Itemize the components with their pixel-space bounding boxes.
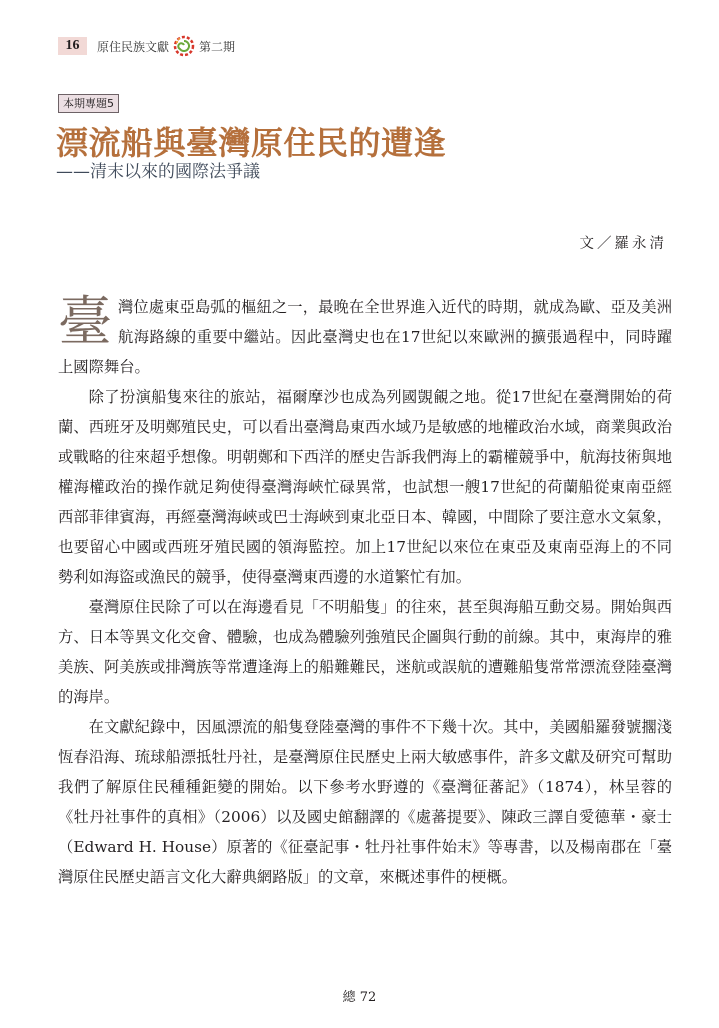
drop-cap: 臺 <box>58 290 112 353</box>
publication-title: 原住民族文獻 <box>97 39 170 54</box>
paragraph-4: 在文獻紀錄中，因風漂流的船隻登陸臺灣的事件不下幾十次。其中，美國船羅發號擱淺恆春沿海、琉球船漂抵牡丹社，是臺灣原住民歷史上兩大敏感事件，許多文獻及研究可幫助我們了解原住民種種鉅變的開始。以下參考水野遵的《臺灣征蕃記》（1874），林呈蓉的《牡丹社事件的真相》（2006）以及國史館翻譯的《處蕃提要》、陳政三譯自愛德華・豪士（Edward H. House）原著的《征臺記事・牡丹社事件始末》等專書，以及楊南郡在「臺灣原住民歷史語言文化大辭典網路版」的文章，來概述事件的梗概。 <box>58 718 672 886</box>
section-tag: 本期專題5 <box>58 94 119 113</box>
article-body <box>58 292 672 892</box>
footer-page-number: 總 72 <box>342 990 377 1005</box>
paragraph-2: 除了扮演船隻來往的旅站，福爾摩沙也成為列國覬覦之地。從17世紀在臺灣開始的荷蘭、西班牙及明鄭殖民史，可以看出臺灣島東西水域乃是敏感的地權政治水域，商業與政治或戰略的往來超乎想像。明朝鄭和下西洋的歷史告訴我們海上的霸權競爭中，航海技術與地權海權政治的操作就足夠使得臺灣海峽忙碌異常，也試想一艘17世紀的荷蘭船從東南亞經西部菲律賓海，再經臺灣海峽或巴士海峽到東北亞日本、韓國，中間除了要注意水文氣象，也要留心中國或西班牙殖民國的領海監控。加上17世紀以來位在東亞及東南亞海上的不同勢利如海盜或漁民的競爭，使得臺灣東西邊的水道繁忙有加。 <box>58 388 672 586</box>
paragraph-1-text: 灣位處東亞島弧的樞紐之一，最晚在全世界進入近代的時期，就成為歐、亞及美洲航海路線的重要中繼站。因此臺灣史也在17世紀以來歐洲的擴張過程中，同時躍上國際舞台。 <box>58 298 672 376</box>
paragraph-1 <box>58 292 672 382</box>
page-number: 16 <box>58 37 87 55</box>
author-byline: 文／羅永清 <box>579 236 667 252</box>
paragraph-3: 臺灣原住民除了可以在海邊看見「不明船隻」的往來，甚至與海船互動交易。開始與西方、日本等異文化交會、體驗，也成為體驗列強殖民企圖與行動的前線。其中，東海岸的雅美族、阿美族或排灣族等常遭逢海上的船難難民，迷航或誤航的遭難船隻常常漂流登陸臺灣的海岸。 <box>58 598 672 706</box>
article-subtitle: ——清末以來的國際法爭議 <box>56 162 260 182</box>
running-header <box>58 36 235 56</box>
spiral-sun-logo-icon <box>173 35 195 57</box>
article-title: 漂流船與臺灣原住民的遭逢 <box>56 124 447 162</box>
issue-label: 第二期 <box>199 39 236 54</box>
